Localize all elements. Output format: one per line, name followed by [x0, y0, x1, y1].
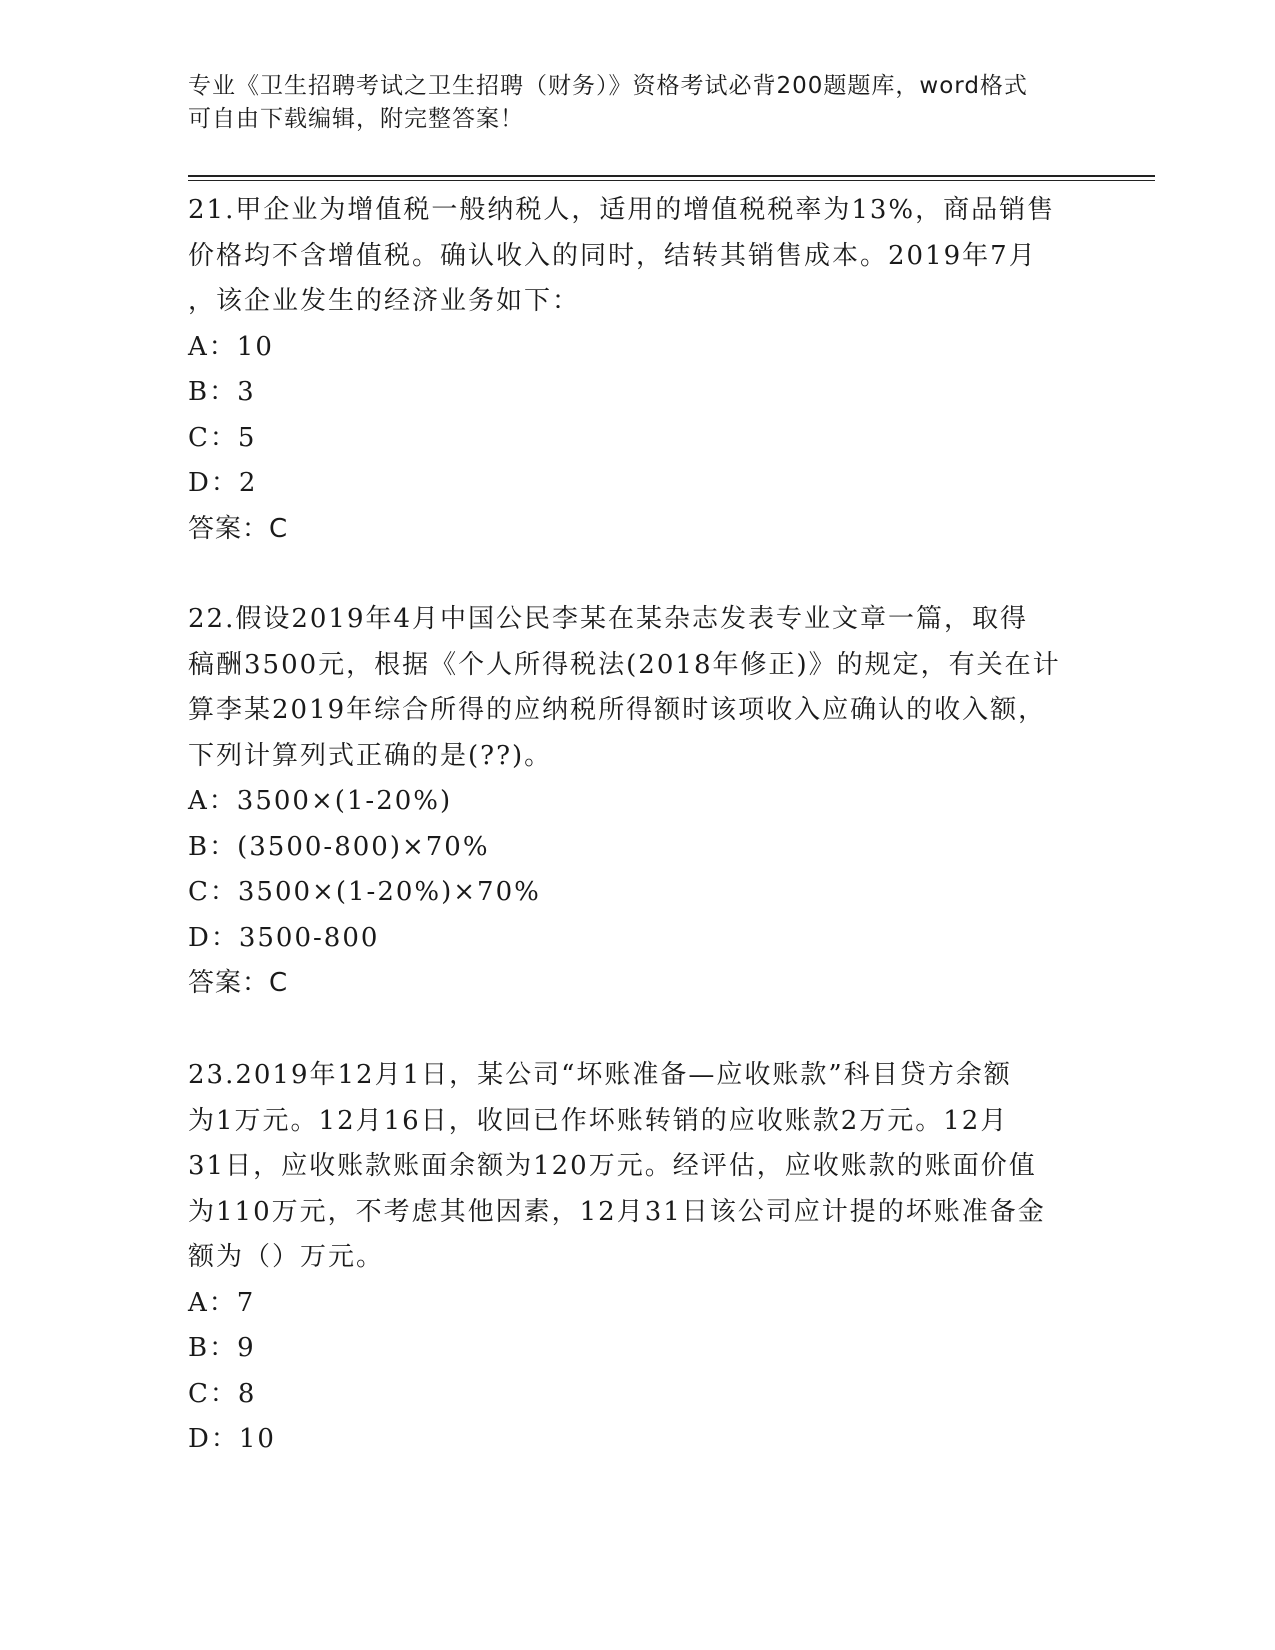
option-b: B：3: [188, 377, 256, 407]
question-line: 21.甲企业为增值税一般纳税人，适用的增值税税率为13%，商品销售: [188, 195, 1056, 225]
question-line: 额为（）万元。: [188, 1242, 385, 1272]
question-line: 为110万元，不考虑其他因素，12月31日该公司应计提的坏账准备金: [188, 1196, 1046, 1227]
answer-label: 答案：C: [188, 513, 289, 544]
header-divider-thick: [188, 175, 1155, 177]
document-header: [188, 70, 1068, 136]
question-line: 31日，应收账款账面余额为120万元。经评估，应收账款的账面价值: [188, 1151, 1037, 1181]
question-line: ，该企业发生的经济业务如下：: [188, 286, 581, 316]
option-b: B：9: [188, 1333, 256, 1363]
header-line-2: 可自由下载编辑，附完整答案！: [188, 106, 524, 132]
question-line: 价格均不含增值税。确认收入的同时，结转其销售成本。2019年7月: [188, 240, 1037, 271]
option-a: A：10: [188, 331, 274, 362]
header-line-1: 专业《卫生招聘考试之卫生招聘（财务）》资格考试必背200题题库，word格式: [188, 73, 1028, 99]
question-line: 22.假设2019年4月中国公民李某在某杂志发表专业文章一篇，取得: [188, 604, 1029, 634]
option-a: A：7: [188, 1287, 256, 1318]
option-d: D：2: [188, 468, 258, 498]
option-b: B：(3500-800)×70%: [188, 831, 490, 862]
question-21: [188, 188, 1088, 552]
answer-label: 答案：C: [188, 968, 289, 998]
question-line: 稿酬3500元，根据《个人所得税法(2018年修正)》的规定，有关在计: [188, 649, 1061, 680]
question-line: 为1万元。12月16日，收回已作坏账转销的应收账款2万元。12月: [188, 1105, 1009, 1136]
option-c: C：8: [188, 1378, 257, 1409]
header-divider-thin: [188, 180, 1155, 181]
question-23: [188, 1053, 1088, 1463]
option-d: D：10: [188, 1424, 276, 1454]
question-line: 算李某2019年综合所得的应纳税所得额时该项收入应确认的收入额，: [188, 695, 1047, 725]
option-d: D：3500-800: [188, 922, 380, 953]
option-a: A：3500×(1-20%): [188, 786, 453, 816]
question-line: 下列计算列式正确的是(??)。: [188, 740, 553, 771]
question-line: 23.2019年12月1日，某公司“坏账准备—应收账款”科目贷方余额: [188, 1060, 1012, 1090]
question-22: [188, 597, 1088, 1007]
option-c: C：5: [188, 422, 257, 453]
option-c: C：3500×(1-20%)×70%: [188, 877, 541, 907]
